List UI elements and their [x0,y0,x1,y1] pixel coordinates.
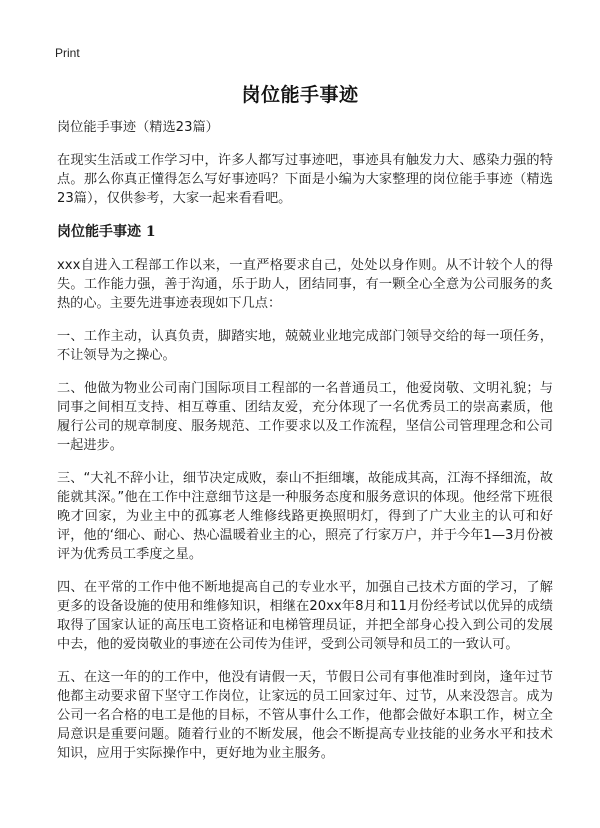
document-subtitle: 岗位能手事迹（精选23篇） [57,120,219,135]
body-paragraph: 四、在平常的工作中他不断地提高自己的专业水平，加强自己技术方面的学习，了解更多的设备设施的使用和维修知识，相继在20xx年8月和11月份经考试以优异的成绩取得了国家认证的高压电工资格证和电梯管理员证，并把全部身心投入到公司的发展中去，他的爱岗敬业的事迹在公司传为佳评，受到公司领导和员工的一致认可。 [57,580,553,652]
body-paragraph: 二、他做为物业公司南门国际项目工程部的一名普通员工，他爱岗敬、文明礼貌；与同事之间相互支持、相互尊重、团结友爱，充分体现了一名优秀员工的崇高素质，他履行公司的规章制度、服务规范、工作要求以及工作流程，坚信公司管理理念和公司一起进步。 [57,381,553,453]
body-paragraph: xxx自进入工程部工作以来，一直严格要求自己，处处以身作则。从不计较个人的得失。工作能力强，善于沟通，乐于助人，团结同事，有一颗全心全意为公司服务的炙热的心。主要先进事迹表现如下几点： [57,258,553,311]
body-paragraph: 五、在这一年的的工作中，他没有请假一天，节假日公司有事他准时到岗，逢年过节他都主动要求留下坚守工作岗位，让家远的员工回家过年、过节，从来没怨言。成为公司一名合格的电工是他的目标，不管从事什么工作，他都会做好本职工作，树立全局意识是重要问题。随着行业的不断发展，他会不断提高专业技能的业务水平和技术知识，应用于实际操作中，更好地为业主服务。 [57,670,553,761]
body-paragraph: 一、工作主动，认真负责，脚踏实地，兢兢业业地完成部门领导交给的每一项任务，不让领导为之操心。 [57,329,553,363]
body-paragraph: 三、“大礼不辞小让，细节决定成败，泰山不拒细壤，故能成其高，江海不择细流，故能就其深。”他在工作中注意细节这是一种服务态度和服务意识的体现。他经常下班很晚才回家，为业主中的孤寡老人维修线路更换照明灯，得到了广大业主的认可和好评，他的‘细心、耐心、热心温暖着业主的心，照亮了行家万户，并于今年1—3月份被评为优秀员工季度之星。 [57,471,553,562]
page-title: 岗位能手事迹 [241,84,359,106]
document-body [57,118,553,777]
print-link[interactable]: Print [55,46,80,60]
section-heading: 岗位能手事迹 1 [57,224,156,240]
intro-paragraph: 在现实生活或工作学习中，许多人都写过事迹吧，事迹具有触发力大、感染力强的特点。那么你真正懂得怎么写好事迹吗？下面是小编为大家整理的岗位能手事迹（精选23篇），仅供参考，大家一起来看看吧。 [57,153,553,206]
